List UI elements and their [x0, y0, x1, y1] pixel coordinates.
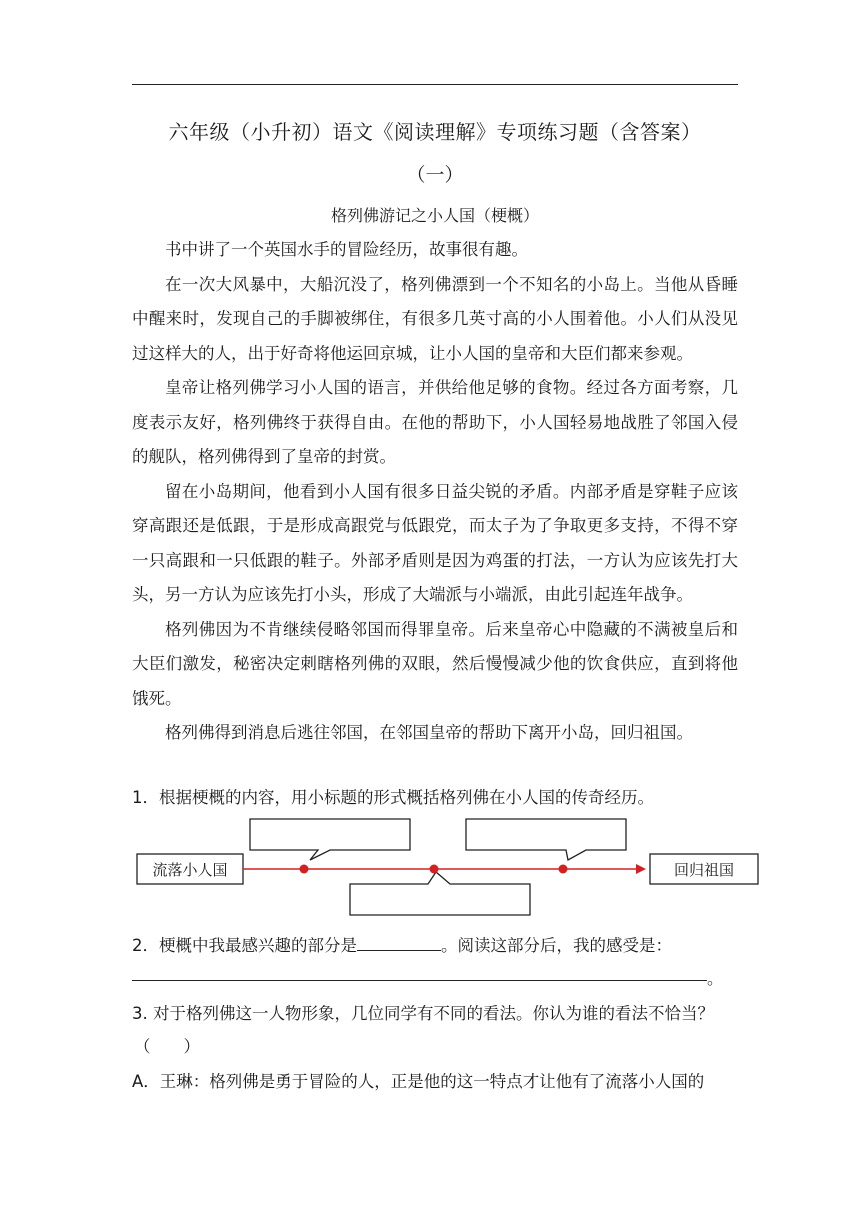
- paragraph: 格列佛因为不肯继续侵略邻国而得罪皇帝。后来皇帝心中隐藏的不满被皇后和大臣们激发，秘密决定刺瞎格列佛的双眼，然后慢慢减少他的饮食供应，直到将他饿死。: [132, 619, 738, 708]
- section-number: （一）: [406, 164, 464, 186]
- arrowhead: [636, 864, 646, 874]
- paragraph: 皇帝让格列佛学习小人国的语言，并供给他足够的食物。经过各方面考察，几度表示友好，格列佛终于获得自由。在他的帮助下，小人国轻易地战胜了邻国入侵的舰队，格列佛得到了皇帝的封赏。: [132, 378, 738, 466]
- answer-parentheses[interactable]: （ ）: [134, 1037, 200, 1056]
- question-2-prefix: 2．梗概中我最感兴趣的部分是: [132, 936, 357, 955]
- option-a: A．王琳：格列佛是勇于冒险的人，正是他的这一特点才让他有了流落小人国的: [132, 1072, 705, 1091]
- start-label: 流落小人国: [152, 861, 228, 879]
- paragraph: 留在小岛期间，他看到小人国有很多日益尖锐的矛盾。内部矛盾是穿鞋子应该穿高跟还是低跟，于是形成高跟党与低跟党，而太子为了争取更多支持，不得不穿一只高跟和一只低跟的鞋子。外部矛盾则是因为鸡蛋的打法，一方认为应该先打大头，另一方认为应该先打小头，形成了大端派与小端派，由此引起连年战争。: [132, 481, 738, 604]
- answer-line[interactable]: [132, 980, 707, 981]
- paragraph: 格列佛得到消息后逃往邻国，在邻国皇帝的帮助下离开小岛，回归祖国。: [165, 723, 693, 742]
- passage-title: 格列佛游记之小人国（梗概）: [330, 206, 539, 225]
- answer-blank[interactable]: [357, 932, 441, 951]
- question-2-suffix: 。阅读这部分后，我的感受是：: [441, 936, 672, 955]
- paragraph: 在一次大风暴中，大船沉没了，格列佛漂到一个不知名的小岛上。当他从昏睡中醒来时，发现自己的手脚被绑住，有很多几英寸高的小人围着他。小人们从没见过这样大的人，出于好奇将他运回京城，让小人国的皇帝和大臣们都来参观。: [132, 274, 738, 363]
- question-3: 3. 对于格列佛这一人物形象，几位同学有不同的看法。你认为谁的看法不恰当？: [132, 1004, 714, 1023]
- question-1: 1．根据梗概的内容，用小标题的形式概括格列佛在小人国的传奇经历。: [132, 788, 654, 807]
- end-label: 回归祖国: [673, 861, 735, 879]
- callout-box-1: [250, 819, 410, 860]
- timeline-dot: [559, 865, 568, 874]
- document-title: 六年级（小升初）语文《阅读理解》专项练习题（含答案）: [168, 120, 702, 144]
- question-2: [132, 932, 738, 956]
- timeline-dot: [430, 865, 439, 874]
- paragraph: 书中讲了一个英国水手的冒险经历，故事很有趣。: [165, 240, 528, 259]
- callout-box-2: [466, 819, 626, 860]
- timeline-dot: [300, 865, 309, 874]
- callout-box-3: [350, 872, 530, 915]
- answer-line-end: 。: [707, 969, 724, 988]
